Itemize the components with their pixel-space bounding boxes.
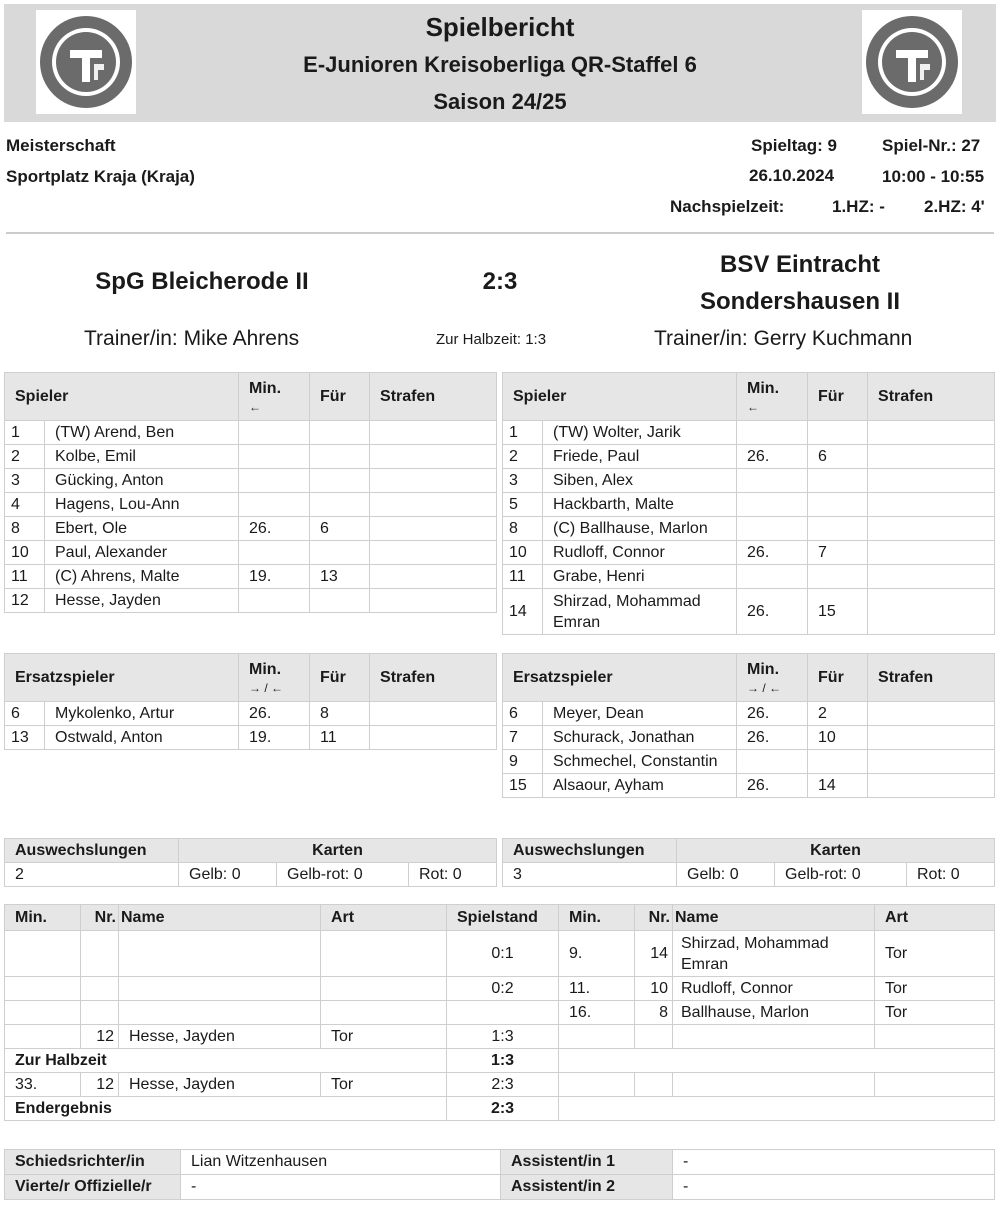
event-row <box>5 1073 995 1097</box>
player-name: Rudloff, Connor <box>543 541 737 565</box>
final-row-score: 2:3 <box>447 1097 559 1121</box>
match-number: Spiel-Nr.: 27 <box>882 136 981 155</box>
player-replaced: 6 <box>310 517 370 541</box>
home-event-number: 12 <box>81 1025 119 1049</box>
player-replaced <box>808 517 868 541</box>
player-row <box>5 589 497 613</box>
player-row <box>503 517 995 541</box>
away-event-type <box>875 1025 995 1049</box>
stoppage-first-half: 1.HZ: - <box>832 197 885 216</box>
player-replaced <box>310 493 370 517</box>
player-number: 5 <box>503 493 543 517</box>
away-event-minute: 9. <box>559 931 635 977</box>
assistant2-name: - <box>673 1175 995 1200</box>
event-row <box>5 1001 995 1025</box>
player-row <box>503 774 995 798</box>
away-event-name: Ballhause, Marlon <box>673 1001 875 1025</box>
player-name: Grabe, Henri <box>543 565 737 589</box>
player-minute <box>239 445 310 469</box>
player-name: Siben, Alex <box>543 469 737 493</box>
player-name: Ebert, Ole <box>45 517 239 541</box>
player-penalties <box>868 493 995 517</box>
player-row <box>503 445 995 469</box>
player-penalties <box>868 750 995 774</box>
final-row <box>5 1097 995 1121</box>
player-name: (C) Ballhause, Marlon <box>543 517 737 541</box>
player-minute <box>737 565 808 589</box>
player-name: Gücking, Anton <box>45 469 239 493</box>
away-event-minute: 11. <box>559 977 635 1001</box>
divider <box>6 232 994 234</box>
substitutions-header: Auswechslungen <box>5 839 179 863</box>
fuer-header: Für <box>808 654 868 702</box>
venue: Sportplatz Kraja (Kraja) <box>6 167 195 186</box>
player-minute <box>239 589 310 613</box>
player-replaced <box>310 589 370 613</box>
player-minute: 26. <box>737 445 808 469</box>
player-minute <box>239 541 310 565</box>
player-row <box>503 589 995 635</box>
event-score: 0:2 <box>447 977 559 1001</box>
player-number: 10 <box>5 541 45 565</box>
player-penalties <box>370 541 497 565</box>
event-row <box>5 977 995 1001</box>
player-minute: 26. <box>239 702 310 726</box>
player-number: 6 <box>503 702 543 726</box>
fuer-header: Für <box>310 373 370 421</box>
strafen-header: Strafen <box>370 654 497 702</box>
home-event-type <box>321 931 447 977</box>
player-penalties <box>370 565 497 589</box>
player-name: Friede, Paul <box>543 445 737 469</box>
home-event-name <box>119 1001 321 1025</box>
player-number: 12 <box>5 589 45 613</box>
player-row <box>5 541 497 565</box>
halftime-row-score: 1:3 <box>447 1049 559 1073</box>
player-penalties <box>868 445 995 469</box>
halftime-row-label: Zur Halbzeit <box>5 1049 447 1073</box>
players-header: Spieler <box>503 373 737 421</box>
player-minute <box>737 750 808 774</box>
player-minute: 26. <box>737 702 808 726</box>
player-row <box>5 421 497 445</box>
home-event-name: Hesse, Jayden <box>119 1025 321 1049</box>
player-name: Alsaour, Ayham <box>543 774 737 798</box>
away-event-minute <box>559 1073 635 1097</box>
substitutions-count: 3 <box>503 863 677 887</box>
player-row <box>503 493 995 517</box>
player-name: (C) Ahrens, Malte <box>45 565 239 589</box>
away-event-name <box>673 1025 875 1049</box>
away-event-type: Tor <box>875 1001 995 1025</box>
player-number: 9 <box>503 750 543 774</box>
player-name: (TW) Arend, Ben <box>45 421 239 445</box>
player-minute: 19. <box>239 565 310 589</box>
home-team-name: SpG Bleicherode II <box>95 268 309 295</box>
final-score: 2:3 <box>482 268 518 295</box>
assistant2-label: Assistent/in 2 <box>501 1175 673 1200</box>
match-date: 26.10.2024 <box>749 166 835 185</box>
player-number: 6 <box>5 702 45 726</box>
player-replaced <box>808 493 868 517</box>
event-score: 2:3 <box>447 1073 559 1097</box>
player-replaced: 13 <box>310 565 370 589</box>
player-minute: 26. <box>737 589 808 635</box>
player-penalties <box>370 493 497 517</box>
player-minute <box>737 517 808 541</box>
player-number: 8 <box>5 517 45 541</box>
player-number: 1 <box>503 421 543 445</box>
home-name-header: Name <box>119 905 321 931</box>
min-header: Min. → / ← <box>737 654 808 702</box>
player-penalties <box>868 421 995 445</box>
players-header: Spieler <box>5 373 239 421</box>
player-name: Shirzad, Mohammad Emran <box>543 589 737 635</box>
player-number: 8 <box>503 517 543 541</box>
league-name: E-Junioren Kreisoberliga QR-Staffel 6 <box>303 52 697 77</box>
player-number: 2 <box>503 445 543 469</box>
player-name: Schmechel, Constantin <box>543 750 737 774</box>
strafen-header: Strafen <box>868 654 995 702</box>
player-row <box>5 702 497 726</box>
away-event-number <box>635 1025 673 1049</box>
home-subs-table <box>4 653 497 750</box>
home-event-number: 12 <box>81 1073 119 1097</box>
home-nr-header: Nr. <box>81 905 119 931</box>
referee-label: Schiedsrichter/in <box>5 1150 181 1175</box>
player-minute: 26. <box>737 541 808 565</box>
substitutions-header: Auswechslungen <box>503 839 677 863</box>
player-number: 14 <box>503 589 543 635</box>
away-lineup-table <box>502 372 995 635</box>
away-team-name-line1: BSV Eintracht <box>719 251 881 278</box>
player-row <box>503 421 995 445</box>
home-lineup-table <box>4 372 497 613</box>
assistant1-label: Assistent/in 1 <box>501 1150 673 1175</box>
player-number: 3 <box>503 469 543 493</box>
cards-header: Karten <box>677 839 995 863</box>
score-header: Spielstand <box>447 905 559 931</box>
yellow-red-cards: Gelb-rot: 0 <box>277 863 409 887</box>
event-row <box>5 1025 995 1049</box>
player-name: Hesse, Jayden <box>45 589 239 613</box>
season: Saison 24/25 <box>433 89 567 114</box>
player-row <box>503 541 995 565</box>
player-row <box>5 469 497 493</box>
away-nr-header: Nr. <box>635 905 673 931</box>
event-score: 0:1 <box>447 931 559 977</box>
player-penalties <box>370 589 497 613</box>
away-event-name: Rudloff, Connor <box>673 977 875 1001</box>
player-replaced: 2 <box>808 702 868 726</box>
player-penalties <box>370 702 497 726</box>
competition: Meisterschaft <box>6 136 116 155</box>
player-row <box>503 469 995 493</box>
home-cards-table <box>4 838 497 887</box>
player-minute: 26. <box>239 517 310 541</box>
player-row <box>503 726 995 750</box>
player-name: Mykolenko, Artur <box>45 702 239 726</box>
player-penalties <box>868 774 995 798</box>
assistant1-name: - <box>673 1150 995 1175</box>
events-table <box>4 904 995 1121</box>
player-replaced <box>808 469 868 493</box>
event-score: 1:3 <box>447 1025 559 1049</box>
player-penalties <box>370 445 497 469</box>
player-penalties <box>868 702 995 726</box>
player-name: (TW) Wolter, Jarik <box>543 421 737 445</box>
player-name: Hackbarth, Malte <box>543 493 737 517</box>
away-event-minute: 16. <box>559 1001 635 1025</box>
player-minute <box>239 421 310 445</box>
player-minute <box>239 493 310 517</box>
player-name: Hagens, Lou-Ann <box>45 493 239 517</box>
min-header: Min. ← <box>239 373 310 421</box>
home-event-minute <box>5 1001 81 1025</box>
player-penalties <box>868 589 995 635</box>
player-number: 15 <box>503 774 543 798</box>
referee-name: Lian Witzenhausen <box>181 1150 501 1175</box>
player-number: 4 <box>5 493 45 517</box>
player-number: 11 <box>503 565 543 589</box>
away-event-number: 8 <box>635 1001 673 1025</box>
player-minute: 19. <box>239 726 310 750</box>
home-event-number <box>81 1001 119 1025</box>
player-replaced: 7 <box>808 541 868 565</box>
report-header <box>4 4 996 122</box>
player-penalties <box>370 726 497 750</box>
player-name: Kolbe, Emil <box>45 445 239 469</box>
final-row-label: Endergebnis <box>5 1097 447 1121</box>
player-replaced: 14 <box>808 774 868 798</box>
home-min-header: Min. <box>5 905 81 931</box>
stoppage-label: Nachspielzeit: <box>670 197 785 216</box>
player-replaced: 8 <box>310 702 370 726</box>
home-event-name: Hesse, Jayden <box>119 1073 321 1097</box>
report-title: Spielbericht <box>425 12 575 42</box>
player-replaced: 6 <box>808 445 868 469</box>
player-row <box>5 726 497 750</box>
home-event-type: Tor <box>321 1073 447 1097</box>
substitutions-count: 2 <box>5 863 179 887</box>
red-cards: Rot: 0 <box>409 863 497 887</box>
event-score <box>447 1001 559 1025</box>
player-replaced: 11 <box>310 726 370 750</box>
player-penalties <box>868 517 995 541</box>
min-header: Min. ← <box>737 373 808 421</box>
officials-table <box>4 1149 995 1200</box>
subs-header: Ersatzspieler <box>5 654 239 702</box>
strafen-header: Strafen <box>370 373 497 421</box>
away-event-name <box>673 1073 875 1097</box>
subs-header: Ersatzspieler <box>503 654 737 702</box>
fuer-header: Für <box>808 373 868 421</box>
yellow-cards: Gelb: 0 <box>677 863 775 887</box>
home-trainer: Trainer/in: Mike Ahrens <box>84 327 300 350</box>
player-penalties <box>868 726 995 750</box>
player-replaced <box>808 750 868 774</box>
player-penalties <box>868 565 995 589</box>
player-row <box>5 493 497 517</box>
player-minute: 26. <box>737 726 808 750</box>
tfv-logo-left <box>36 10 136 114</box>
player-replaced <box>808 565 868 589</box>
away-art-header: Art <box>875 905 995 931</box>
away-event-type: Tor <box>875 931 995 977</box>
player-number: 11 <box>5 565 45 589</box>
event-row <box>5 931 995 977</box>
home-event-minute <box>5 977 81 1001</box>
player-minute <box>737 469 808 493</box>
player-number: 3 <box>5 469 45 493</box>
halftime-score: Zur Halbzeit: 1:3 <box>436 331 547 348</box>
min-header: Min. → / ← <box>239 654 310 702</box>
player-row <box>5 565 497 589</box>
away-name-header: Name <box>673 905 875 931</box>
home-event-type <box>321 977 447 1001</box>
home-event-type <box>321 1001 447 1025</box>
match-time: 10:00 - 10:55 <box>882 167 985 186</box>
player-penalties <box>868 469 995 493</box>
home-event-name <box>119 931 321 977</box>
player-replaced <box>808 421 868 445</box>
red-cards: Rot: 0 <box>907 863 995 887</box>
home-event-minute <box>5 1025 81 1049</box>
player-name: Meyer, Dean <box>543 702 737 726</box>
player-penalties <box>868 541 995 565</box>
player-replaced: 10 <box>808 726 868 750</box>
player-penalties <box>370 517 497 541</box>
fourth-official-label: Vierte/r Offizielle/r <box>5 1175 181 1200</box>
player-penalties <box>370 421 497 445</box>
cards-header: Karten <box>179 839 497 863</box>
player-row <box>503 702 995 726</box>
away-trainer: Trainer/in: Gerry Kuchmann <box>654 327 913 350</box>
home-event-minute: 33. <box>5 1073 81 1097</box>
home-event-minute <box>5 931 81 977</box>
player-name: Paul, Alexander <box>45 541 239 565</box>
player-replaced <box>310 421 370 445</box>
player-penalties <box>370 469 497 493</box>
fourth-official-name: - <box>181 1175 501 1200</box>
away-event-number: 10 <box>635 977 673 1001</box>
player-minute <box>737 493 808 517</box>
away-cards-table <box>502 838 995 887</box>
player-minute <box>239 469 310 493</box>
player-row <box>503 750 995 774</box>
home-art-header: Art <box>321 905 447 931</box>
away-event-minute <box>559 1025 635 1049</box>
tfv-logo-right <box>862 10 962 114</box>
home-event-number <box>81 977 119 1001</box>
home-event-name <box>119 977 321 1001</box>
player-number: 1 <box>5 421 45 445</box>
away-min-header: Min. <box>559 905 635 931</box>
final-row-blank <box>559 1097 995 1121</box>
player-minute <box>737 421 808 445</box>
player-name: Ostwald, Anton <box>45 726 239 750</box>
yellow-cards: Gelb: 0 <box>179 863 277 887</box>
player-name: Schurack, Jonathan <box>543 726 737 750</box>
halftime-row <box>5 1049 995 1073</box>
strafen-header: Strafen <box>868 373 995 421</box>
player-replaced <box>310 469 370 493</box>
yellow-red-cards: Gelb-rot: 0 <box>775 863 907 887</box>
away-event-type: Tor <box>875 977 995 1001</box>
away-event-name: Shirzad, Mohammad Emran <box>673 931 875 977</box>
player-row <box>5 445 497 469</box>
player-number: 7 <box>503 726 543 750</box>
away-event-number: 14 <box>635 931 673 977</box>
away-team-name-line2: Sondershausen II <box>699 288 901 315</box>
home-event-number <box>81 931 119 977</box>
player-number: 10 <box>503 541 543 565</box>
player-number: 2 <box>5 445 45 469</box>
player-replaced <box>310 445 370 469</box>
player-number: 13 <box>5 726 45 750</box>
stoppage-second-half: 2.HZ: 4' <box>924 197 985 216</box>
matchday: Spieltag: 9 <box>751 136 837 155</box>
home-event-type: Tor <box>321 1025 447 1049</box>
fuer-header: Für <box>310 654 370 702</box>
away-event-number <box>635 1073 673 1097</box>
away-subs-table <box>502 653 995 798</box>
player-replaced: 15 <box>808 589 868 635</box>
away-event-type <box>875 1073 995 1097</box>
player-replaced <box>310 541 370 565</box>
player-row <box>503 565 995 589</box>
player-minute: 26. <box>737 774 808 798</box>
halftime-row-blank <box>559 1049 995 1073</box>
player-row <box>5 517 497 541</box>
